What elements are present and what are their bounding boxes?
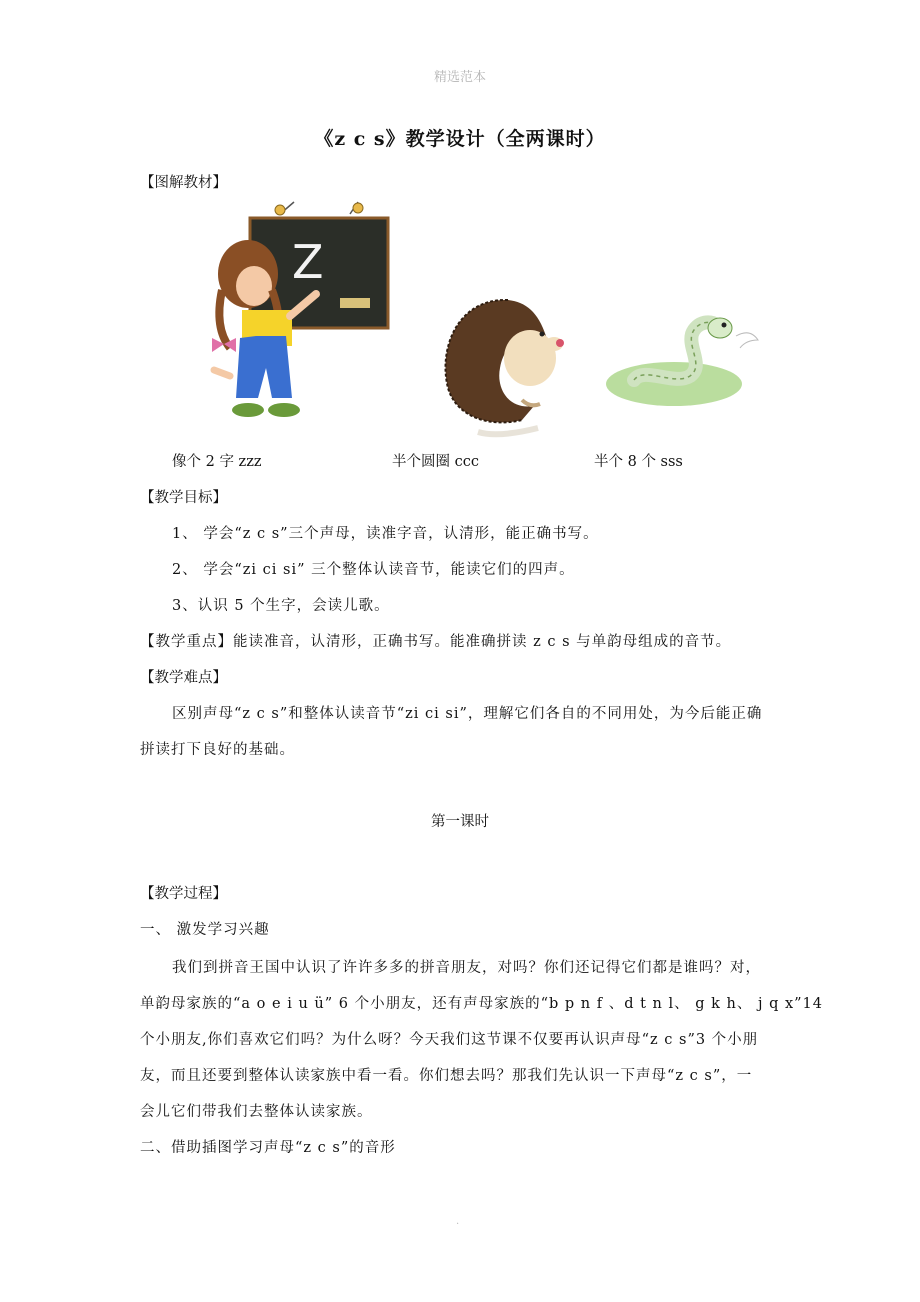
caterpillar-illustration bbox=[604, 306, 764, 416]
goal-item: 2、 学会“zi ci si” 三个整体认读音节，能读它们的四声。 bbox=[172, 562, 575, 578]
page-header: 精选范本 bbox=[433, 70, 486, 85]
hedgehog-illustration bbox=[438, 288, 568, 438]
section-mubiao: 【教学目标】 bbox=[140, 490, 227, 506]
section-nandian: 【教学难点】 bbox=[140, 670, 227, 686]
footer-mark: . bbox=[456, 1216, 460, 1227]
paragraph-line: 我们到拼音王国中认识了许许多多的拼音朋友，对吗？你们还记得它们都是谁吗？对， bbox=[172, 960, 761, 976]
step-heading: 一、 激发学习兴趣 bbox=[140, 922, 270, 938]
difficulty-line: 区别声母“z c s”和整体认读音节“zi ci si”，理解它们各自的不同用处，为今后能正确 bbox=[172, 706, 763, 722]
paragraph-line: 友，而且还要到整体认读家族中看一看。你们想去吗？那我们先认识一下声母“z c s”，一 bbox=[140, 1068, 753, 1084]
section-zhongdian: 【教学重点】 bbox=[140, 634, 233, 650]
section-tujie: 【图解教材】 bbox=[140, 175, 227, 191]
difficulty-line: 拼读打下良好的基础。 bbox=[140, 742, 295, 758]
paragraph-line: 会儿它们带我们去整体认读家族。 bbox=[140, 1104, 373, 1120]
caption-z: 像个 2 字 zzz bbox=[172, 454, 262, 470]
girl-blackboard-illustration bbox=[200, 198, 392, 426]
goal-item: 3、认识 5 个生字，会读儿歌。 bbox=[172, 598, 390, 614]
key-points bbox=[140, 630, 731, 651]
step-heading: 二、借助插图学习声母“z c s”的音形 bbox=[140, 1140, 396, 1156]
goal-item: 1、 学会“z c s”三个声母，读准字音，认清形，能正确书写。 bbox=[172, 526, 599, 542]
key-points-text: 能读准音，认清形，正确书写。能准确拼读 z c s 与单韵母组成的音节。 bbox=[233, 634, 732, 650]
board-letter: Z bbox=[292, 235, 324, 289]
caption-s: 半个 8 个 sss bbox=[594, 454, 683, 470]
caption-c: 半个圆圈 ccc bbox=[392, 454, 479, 470]
paragraph-line: 单韵母家族的“a o e i u ü” 6 个小朋友，还有声母家族的“b p n f 、d t n l、 g k h、 j q x”14 bbox=[140, 996, 823, 1012]
paragraph-line: 个小朋友,你们喜欢它们吗？为什么呀？今天我们这节课不仅要再认识声母“z c s”3 个小朋 bbox=[140, 1032, 759, 1048]
page-title: 《z c s》教学设计（全两课时） bbox=[314, 128, 606, 150]
lesson-heading: 第一课时 bbox=[431, 814, 489, 830]
section-guocheng: 【教学过程】 bbox=[140, 886, 227, 902]
